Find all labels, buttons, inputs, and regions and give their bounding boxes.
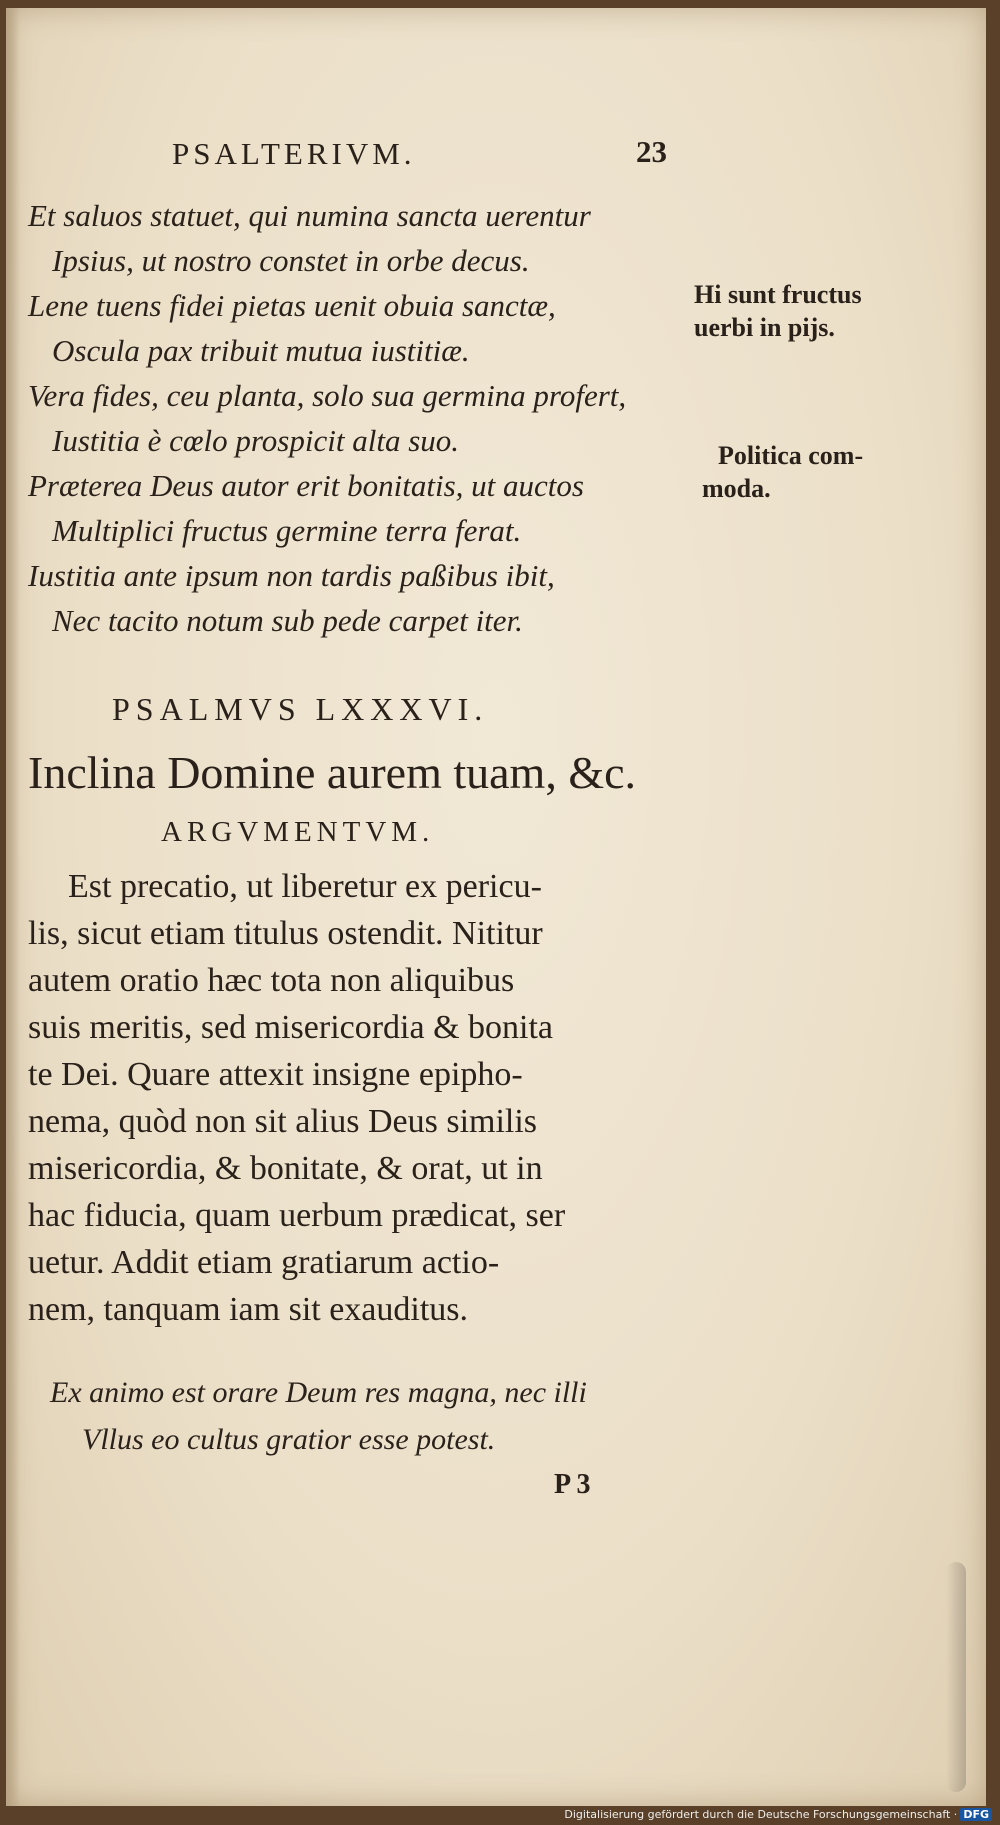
argument-line: uetur. Addit etiam gratiarum actio- <box>28 1244 500 1281</box>
digitization-credit <box>564 1808 992 1821</box>
page-stain <box>946 1562 966 1792</box>
argument-line: nem, tanquam iam sit exauditus. <box>28 1291 469 1328</box>
argument-line: nema, quòd non sit alius Deus similis <box>28 1103 538 1140</box>
argument-heading: ARGVMENTVM. <box>161 816 435 848</box>
verse-line: Ex animo est orare Deum res magna, nec illi <box>50 1376 587 1409</box>
margin-note-line: Politica com- <box>718 441 864 470</box>
psalm-incipit: Inclina Domine aurem tuam, &c. <box>28 747 637 798</box>
verse-line: Vera fides, ceu planta, solo sua germina profert, <box>28 378 627 413</box>
verse-line: Multiplici fructus germine terra ferat. <box>52 513 522 548</box>
page-edge-shading <box>6 8 20 1806</box>
page-number: 23 <box>636 134 667 169</box>
verse-line: Iustitia ante ipsum non tardis paßibus ibit, <box>28 558 555 593</box>
verse-line: Et saluos statuet, qui numina sancta uerentur <box>28 198 591 233</box>
argument-line: misericordia, & bonitate, & orat, ut in <box>28 1150 543 1187</box>
dfg-logo: DFG <box>960 1808 992 1821</box>
margin-note-line: moda. <box>702 474 771 503</box>
argument-line: Est precatio, ut liberetur ex pericu- <box>68 868 542 905</box>
margin-note-line: Hi sunt fructus <box>694 280 862 309</box>
verse-line: Vllus eo cultus gratior esse potest. <box>82 1423 496 1456</box>
verse-line: Lene tuens fidei pietas uenit obuia sanctæ, <box>28 288 556 323</box>
margin-note-line: uerbi in pijs. <box>694 313 835 342</box>
running-head-title: PSALTERIVM. <box>172 136 416 171</box>
argument-line: hac fiducia, quam uerbum prædicat, ser <box>28 1197 566 1234</box>
argument-line: suis meritis, sed misericordia & bonita <box>28 1009 554 1046</box>
credit-text: Digitalisierung gefördert durch die Deutsche Forschungsgemeinschaft · <box>564 1808 958 1821</box>
verse-line: Ipsius, ut nostro constet in orbe decus. <box>52 243 530 278</box>
argument-line: autem oratio hæc tota non aliquibus <box>28 962 515 999</box>
book-page <box>6 8 986 1806</box>
verse-line: Nec tacito notum sub pede carpet iter. <box>52 603 523 638</box>
verse-line: Oscula pax tribuit mutua iustitiæ. <box>52 333 470 368</box>
verse-line: Iustitia è cœlo prospicit alta suo. <box>52 423 460 458</box>
catchword-signature: P 3 <box>554 1469 591 1500</box>
argument-line: lis, sicut etiam titulus ostendit. Nititur <box>28 915 543 952</box>
argument-line: te Dei. Quare attexit insigne epipho- <box>28 1056 523 1093</box>
verse-line: Præterea Deus autor erit bonitatis, ut auctos <box>28 468 584 503</box>
psalm-heading: PSALMVS LXXXVI. <box>112 691 489 727</box>
